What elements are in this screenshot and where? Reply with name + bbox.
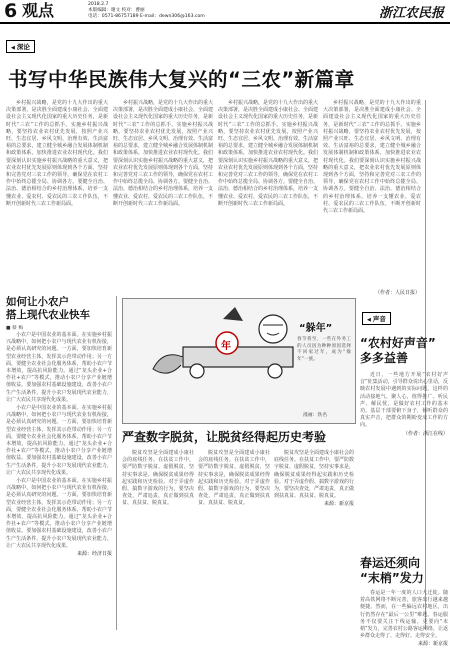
cartoon-credit: 漫画：佚名 xyxy=(303,413,327,418)
wheel-icon xyxy=(190,364,204,378)
sidebar-body xyxy=(360,372,448,550)
lead-body-4: 乡村振兴战略，是党的十九大作出的重大决策部署，是决胜全面建成小康社会、全面建设社会主义现代化国家的重大历史任务，是新时代“三农”工作的总抓手。实施乡村振兴战略，要坚持农业农村优先发展，按照产业兴旺、生态宜居、乡风文明、治理有效、生活富裕的总要求，建立健全城乡融合发展体制机制和政策体系，加快推进农业农村现代化。我们要深刻认识实施乡村振兴战略的重大意义，把农业农村优先发展原则体现到各个方面，坚持和完善党对三农工作的领导，确保党在农村工作中始终总揽全局、协调各方。要健全自治、法治、德治相结合的乡村治理体系，培养一支懂农业、爱农村、爱农民的三农工作队伍，不断开创新时代三农工作新局面。 xyxy=(323,100,421,215)
rural-text-1: 小农户是中国农业的基本面。在实施乡村振兴战略中，如何把小农户与现代农业有机衔接，是必须认真研究的问题。一方面，要加快培育新型农业经营主体，发挥其示范带动作用；另一方面，要健全农业社会化服务体系，帮助小农户节本增效，提高抗风险能力。通过“龙头企业+合作社+农户”等模式，推动小农户分享产业链增值收益。要加强农村基础设施建设，改善小农户生产生活条件，提升小农户发展现代农业能力，让广大农民共享现代化成果。 xyxy=(6,332,112,403)
digital-byline: 来源：新京报 xyxy=(323,501,354,508)
header-rule xyxy=(0,22,450,24)
spring-byline: 来源：新京报 xyxy=(417,641,448,648)
lead-tag xyxy=(6,40,35,53)
header-meta xyxy=(88,2,318,20)
sidebar-title xyxy=(360,336,436,366)
digital-title: 严查数字脱贫，让脱贫经得起历史考验 xyxy=(122,430,327,444)
rural-divider xyxy=(116,296,117,630)
cartoon-image xyxy=(122,298,356,424)
digital-text-3: 脱贫攻坚是全面建成小康社会的底线任务。在扶贫工作中，要严防数字脱贫、虚假脱贫，坚持实事求是，确保脱贫成果经得起实践和历史检验。对于弄虚作假、搞数字游戏的行为，要坚决查处，严肃追责，真正做到扶真贫、真扶贫、脱真贫。 xyxy=(274,450,355,500)
lead-headline: 书写中华民族伟大复兴的“三农”新篇章 xyxy=(8,68,355,91)
tag-arrow-icon: ◀ xyxy=(367,317,371,323)
sidebar-title-line-2: 多多益善 xyxy=(360,351,409,365)
sidebar-author: （作者：浙江在线） xyxy=(402,430,448,437)
rural-text-2: 小农户是中国农业的基本面。在实施乡村振兴战略中，如何把小农户与现代农业有机衔接，是必须认真研究的问题。一方面，要加快培育新型农业经营主体，发挥其示范带动作用；另一方面，要健全农业社会化服务体系，帮助小农户节本增效，提高抗风险能力。通过“龙头企业+合作社+农户”等模式，推动小农户分享产业链增值收益。要加强农村基础设施建设，改善小农户生产生活条件，提升小农户发展现代农业能力，让广大农民共享现代化成果。 xyxy=(6,405,112,476)
spring-title-line-1: 春运还须向 xyxy=(360,556,421,570)
rural-author: ■ 蔡 梅 xyxy=(6,326,24,331)
lead-byline: （作者：人民日报） xyxy=(374,290,420,296)
lead-body-3: 乡村振兴战略，是党的十九大作出的重大决策部署，是决胜全面建成小康社会、全面建设社会主义现代化国家的重大历史任务，是新时代“三农”工作的总抓手。实施乡村振兴战略，要坚持农业农村优先发展，按照产业兴旺、生态宜居、乡风文明、治理有效、生活富裕的总要求，建立健全城乡融合发展体制机制和政策体系，加快推进农业农村现代化。我们要深刻认识实施乡村振兴战略的重大意义，把农业农村优先发展原则体现到各个方面，坚持和完善党对三农工作的领导，确保党在农村工作中始终总揽全局、协调各方。要健全自治、法治、德治相结合的乡村治理体系，培养一支懂农业、爱农村、爱农民的三农工作队伍，不断开创新时代三农工作新局面。 xyxy=(218,100,319,207)
rural-title xyxy=(6,296,90,322)
rural-byline: 来源：经济日报 xyxy=(76,551,112,558)
digital-col-3 xyxy=(274,450,354,632)
lead-body-1: 乡村振兴战略，是党的十九大作出的重大决策部署，是决胜全面建成小康社会、全面建设社会主义现代化国家的重大历史任务，是新时代“三农”工作的总抓手。实施乡村振兴战略，要坚持农业农村优先发展，按照产业兴旺、生态宜居、乡风文明、治理有效、生活富裕的总要求，建立健全城乡融合发展体制机制和政策体系，加快推进农业农村现代化。我们要深刻认识实施乡村振兴战略的重大意义，把农业农村优先发展原则体现到各个方面，坚持和完善党对三农工作的领导，确保党在农村工作中始终总揽全局、协调各方。要健全自治、法治、德治相结合的乡村治理体系，培养一支懂农业、爱农村、爱农民的三农工作队伍，不断开创新时代三农工作新局面。 xyxy=(6,100,108,207)
sidebar-tag-label: 声音 xyxy=(372,315,386,323)
cartoon-title: “躲年” xyxy=(299,323,333,334)
tag-arrow-icon: ◀ xyxy=(11,45,15,51)
page-header xyxy=(0,0,450,22)
lead-col-3 xyxy=(218,100,318,290)
editor-line: 本版编辑：谢文 校对：曹丽 xyxy=(88,8,145,13)
spring-body xyxy=(360,590,448,648)
sidebar-title-line-1: “农村好声音” xyxy=(360,336,436,350)
sidebar-tag xyxy=(362,312,391,325)
contact-line: 电话：0571-86757189 E-mail：dewn306@163.com xyxy=(88,14,205,19)
spring-title xyxy=(360,556,424,586)
digital-text-1: 脱贫攻坚是全面建成小康社会的底线任务。在扶贫工作中，要严防数字脱贫、虚假脱贫，坚持实事求是，确保脱贫成果经得起实践和历史检验。对于弄虚作假、搞数字游戏的行为，要坚决查处，严肃追责，真正做到扶真贫、真扶贫、脱真贫。 xyxy=(122,450,194,507)
spring-text: 春运是一年一度的人口大迁徙。随着高铁网络不断完善，旅客出行越来越便捷。然而，在一些偏远农村地区，出行仍然存在“最后一公里”难题。春运服务不仅要关注干线运输，更要向“末梢”发力，完善农村公路客运网络，让返乡群众走得了、走得好、走得安全。 xyxy=(360,590,448,640)
section-title: 观点 xyxy=(22,1,55,20)
digital-col-2 xyxy=(198,450,270,632)
rural-title-line-1: 如何让小农户 xyxy=(6,296,69,308)
cartoon-caption: 春节将至，一些在外务工的人员因为种种原因选择不回家过年，成为“躲年”一族。 xyxy=(297,337,351,362)
rural-title-line-2: 搭上现代农业快车 xyxy=(6,309,90,322)
lead-col-2 xyxy=(113,100,213,290)
issue-date: 2018.2.7 xyxy=(88,2,109,7)
lead-col-1 xyxy=(6,100,108,290)
cartoon-label: 年 xyxy=(221,341,231,352)
digital-col-1 xyxy=(122,450,194,632)
lead-col-4 xyxy=(323,100,421,290)
lead-body-2: 乡村振兴战略，是党的十九大作出的重大决策部署，是决胜全面建成小康社会、全面建设社会主义现代化国家的重大历史任务，是新时代“三农”工作的总抓手。实施乡村振兴战略，要坚持农业农村优先发展，按照产业兴旺、生态宜居、乡风文明、治理有效、生活富裕的总要求，建立健全城乡融合发展体制机制和政策体系，加快推进农业农村现代化。我们要深刻认识实施乡村振兴战略的重大意义，把农业农村优先发展原则体现到各个方面，坚持和完善党对三农工作的领导，确保党在农村工作中始终总揽全局、协调各方。要健全自治、法治、德治相结合的乡村治理体系，培养一支懂农业、爱农村、爱农民的三农工作队伍，不断开创新时代三农工作新局面。 xyxy=(113,100,214,207)
face-icon xyxy=(259,315,287,343)
sidebar-text: 近日，一些地方开展“农村好声音”征集活动，引导群众说出心里话，反映农村发展中遇到的实际问题。这样的活动接地气、聚人心，值得推广。听民声、解民忧，是做好农村工作的基本功。基层干部要俯下身子，倾听群众的真实声音，把群众的期盼变成工作的方向。 xyxy=(360,372,448,429)
rural-body xyxy=(6,332,112,632)
page-number: 6 xyxy=(4,0,18,22)
spring-title-line-2: “末梢”发力 xyxy=(360,571,424,585)
digital-text-2: 脱贫攻坚是全面建成小康社会的底线任务。在扶贫工作中，要严防数字脱贫、虚假脱贫，坚持实事求是，确保脱贫成果经得起实践和历史检验。对于弄虚作假、搞数字游戏的行为，要坚决查处，严肃追责，真正做到扶真贫、真扶贫、脱真贫。 xyxy=(198,450,270,507)
rural-text-3: 小农户是中国农业的基本面。在实施乡村振兴战略中，如何把小农户与现代农业有机衔接，是必须认真研究的问题。一方面，要加快培育新型农业经营主体，发挥其示范带动作用；另一方面，要健全农业社会化服务体系，帮助小农户节本增效，提高抗风险能力。通过“龙头企业+合作社+农户”等模式，推动小农户分享产业链增值收益。要加强农村基础设施建设，改善小农户生产生活条件，提升小农户发展现代农业能力，让广大农民共享现代化成果。 xyxy=(6,478,112,549)
wheel-icon xyxy=(268,364,282,378)
lead-tag-label: 深论 xyxy=(16,43,30,51)
masthead: 浙江农民报 xyxy=(378,6,444,21)
